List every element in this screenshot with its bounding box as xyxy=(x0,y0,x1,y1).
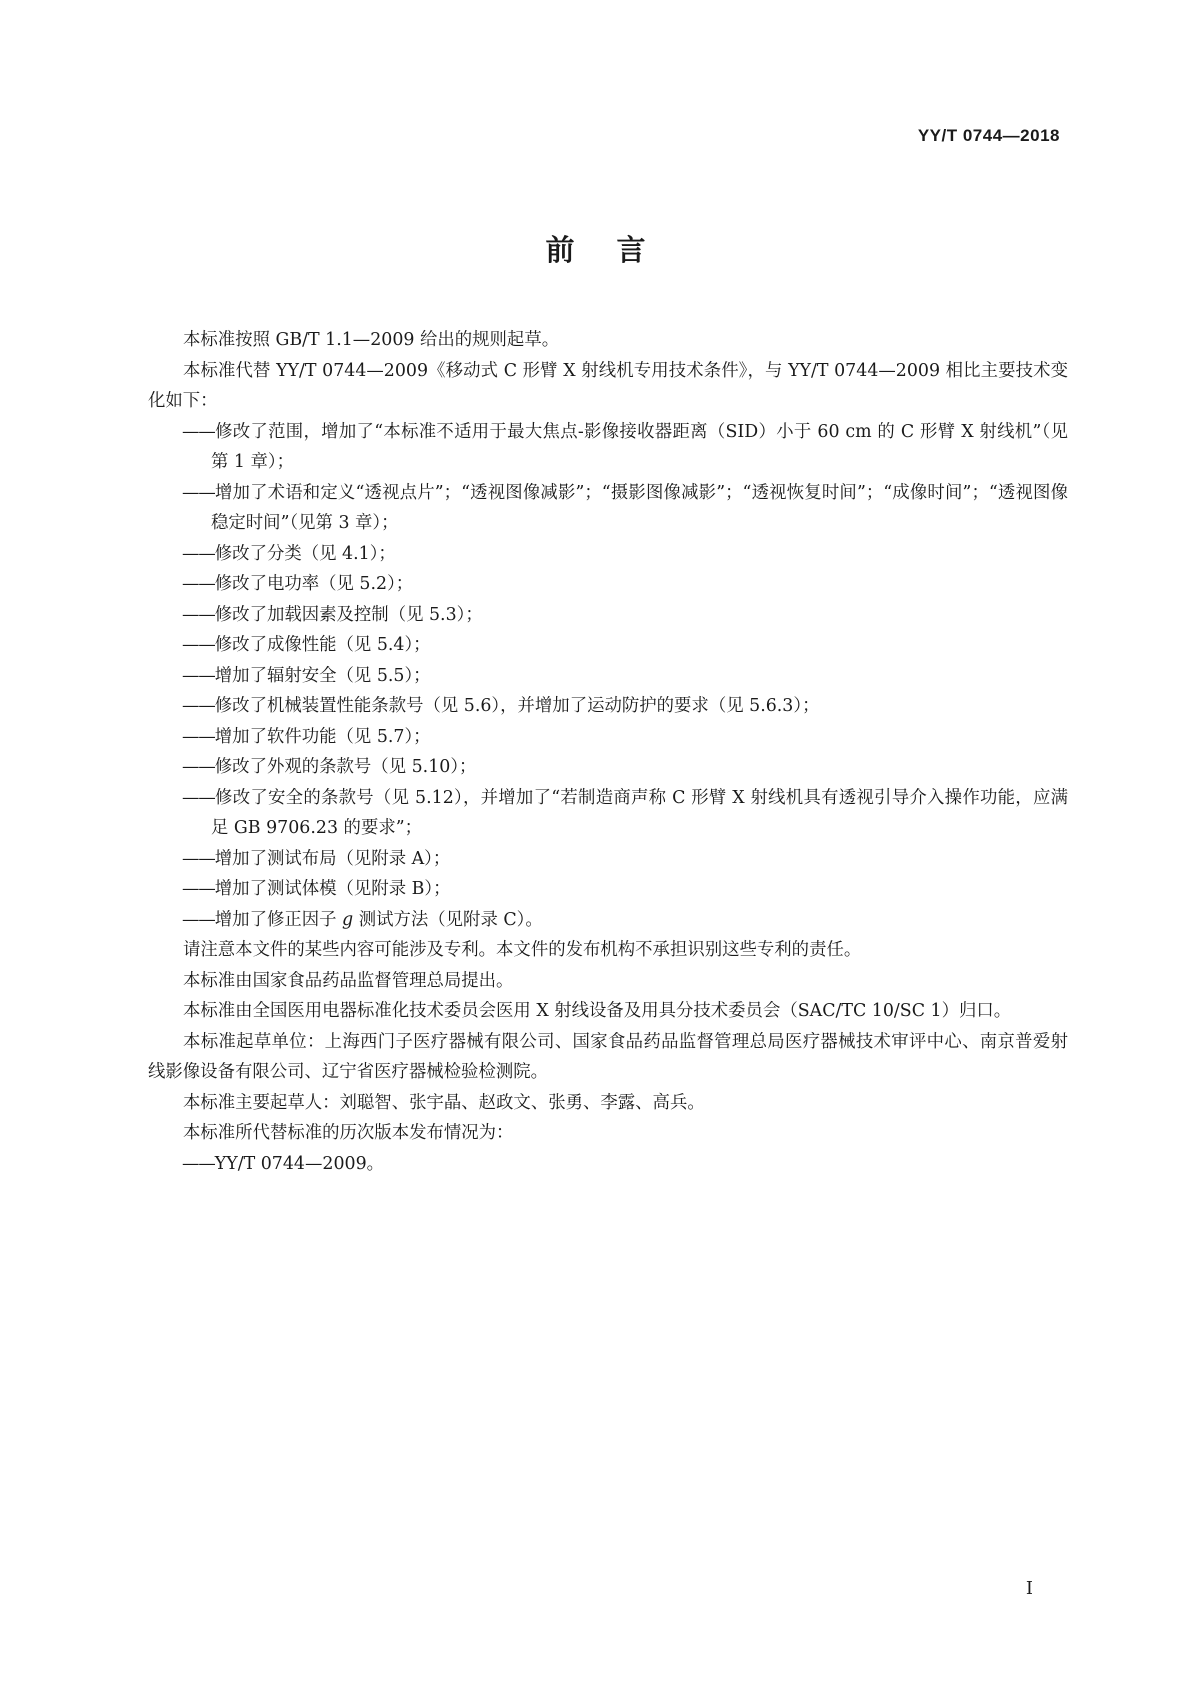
dash-marker: —— xyxy=(182,848,215,869)
paragraph-drafting-rules: 本标准按照 GB/T 1.1—2009 给出的规则起草。 xyxy=(183,330,560,350)
paragraph-committee: 本标准由全国医用电器标准化技术委员会医用 X 射线设备及用具分技术委员会（SAC/TC 10/SC 1）归口。 xyxy=(183,1001,1012,1021)
change-item xyxy=(148,722,1068,753)
paragraph-history-intro: 本标准所代替标准的历次版本发布情况为： xyxy=(183,1123,514,1143)
variable-g: g xyxy=(342,909,354,930)
change-item-text: 增加了测试体模（见附录 B）； xyxy=(214,879,451,899)
dash-marker: —— xyxy=(182,879,215,899)
paragraph-drafters: 本标准主要起草人：刘聪智、张宇晶、赵政文、张勇、李露、高兵。 xyxy=(183,1092,705,1113)
change-item-text: 修改了机械装置性能条款号（见 5.6），并增加了运动防护的要求（见 5.6.3）； xyxy=(214,696,820,716)
change-item-text: 修改了电功率（见 5.2）； xyxy=(214,574,414,594)
change-item xyxy=(148,691,1068,722)
dash-marker: —— xyxy=(182,482,215,503)
change-item xyxy=(148,783,1068,844)
change-item-text: 修改了范围，增加了“本标准不适用于最大焦点-影像接收器距离（SID）小于 60 cm 的 C 形臂 X 射线机”（见第 1 章）； xyxy=(211,421,1068,472)
paragraph-drafting-units: 本标准起草单位：上海西门子医疗器械有限公司、国家食品药品监督管理总局医疗器械技术审评中心、南京普爱射线影像设备有限公司、辽宁省医疗器械检验检测院。 xyxy=(148,1031,1068,1082)
change-item-text: 增加了修正因子 xyxy=(214,909,343,930)
paragraph-replacement: 本标准代替 YY/T 0744—2009《移动式 C 形臂 X 射线机专用技术条件》，与 YY/T 0744—2009 相比主要技术变化如下： xyxy=(148,360,1068,411)
page-title: 前言 xyxy=(545,233,688,267)
change-item-text: 修改了外观的条款号（见 5.10）； xyxy=(214,757,477,777)
change-item xyxy=(148,539,1068,570)
change-item xyxy=(148,478,1068,539)
dash-marker: —— xyxy=(182,604,215,625)
dash-marker: —— xyxy=(182,543,215,564)
document-code: YY/T 0744—2018 xyxy=(917,126,1060,145)
history-item-text: YY/T 0744—2009。 xyxy=(214,1153,385,1174)
change-item-text: 修改了加载因素及控制（见 5.3）； xyxy=(214,604,483,625)
change-item-text: 修改了安全的条款号（见 5.12），并增加了“若制造商声称 C 形臂 X 射线机具有透视引导介入操作功能，应满足 GB 9706.23 的要求”； xyxy=(211,787,1068,838)
change-item xyxy=(148,417,1068,478)
dash-marker: —— xyxy=(182,787,215,808)
dash-marker: —— xyxy=(182,909,215,930)
paragraph-patent-notice: 请注意本文件的某些内容可能涉及专利。本文件的发布机构不承担识别这些专利的责任。 xyxy=(183,940,862,960)
change-item-text: 增加了测试布局（见附录 A）； xyxy=(214,848,451,869)
dash-marker: —— xyxy=(182,726,215,747)
change-item-text: 修改了分类（见 4.1）； xyxy=(214,543,396,564)
change-item xyxy=(148,874,1068,905)
dash-marker: —— xyxy=(182,757,215,777)
change-item xyxy=(148,661,1068,692)
paragraph-proposer: 本标准由国家食品药品监督管理总局提出。 xyxy=(183,970,514,991)
dash-marker: —— xyxy=(182,696,215,716)
dash-marker: —— xyxy=(182,665,215,686)
change-item xyxy=(148,752,1068,783)
history-item xyxy=(148,1149,1068,1180)
foreword-body xyxy=(148,325,1068,1179)
dash-marker: —— xyxy=(182,574,215,594)
dash-marker: —— xyxy=(182,421,215,442)
change-item xyxy=(148,600,1068,631)
change-item xyxy=(148,905,1068,936)
page-number: I xyxy=(1025,1578,1033,1599)
change-item-text: 测试方法（见附录 C）。 xyxy=(353,909,543,930)
dash-marker: —— xyxy=(182,635,215,655)
change-item-text: 增加了软件功能（见 5.7）； xyxy=(214,726,431,747)
change-item xyxy=(148,844,1068,875)
change-item xyxy=(148,569,1068,600)
change-item-text: 增加了术语和定义“透视点片”；“透视图像减影”；“摄影图像减影”；“透视恢复时间”；“成像时间”；“透视图像稳定时间”（见第 3 章）； xyxy=(211,482,1068,533)
change-item-text: 增加了辐射安全（见 5.5）； xyxy=(214,665,431,686)
change-item-text: 修改了成像性能（见 5.4）； xyxy=(214,635,431,655)
dash-marker: —— xyxy=(182,1153,215,1174)
change-item xyxy=(148,630,1068,661)
